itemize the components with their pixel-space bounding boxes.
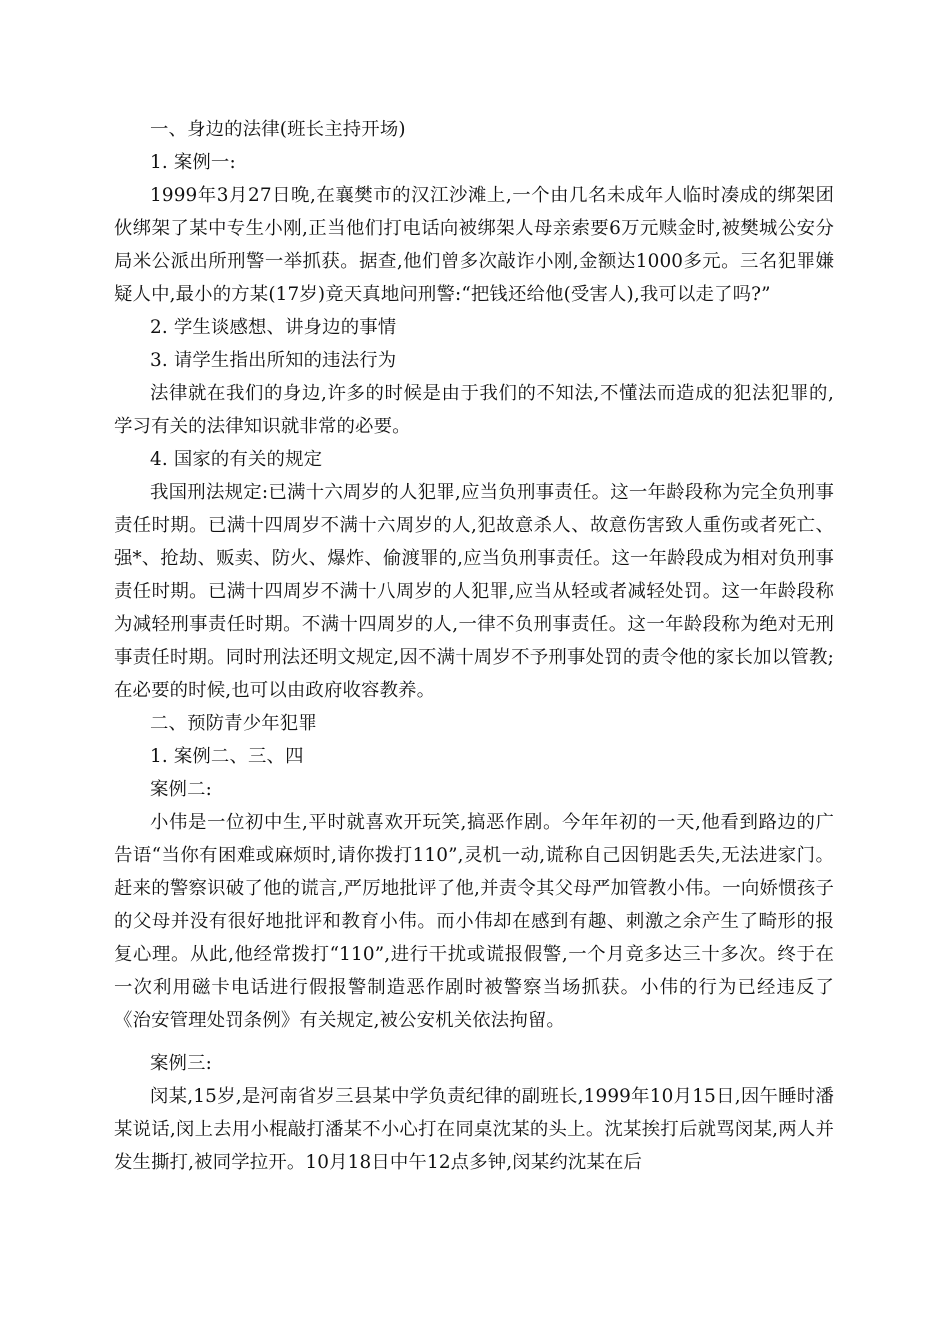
case-2-heading: 案例二:	[150, 779, 212, 800]
cases-heading: 1. 案例二、三、四	[150, 746, 304, 767]
case-2-paragraph: 小伟是一位初中生,平时就喜欢开玩笑,搞恶作剧。今年年初的一天,他看到路边的广告语“当你有困难或麻烦时,请你拨打110”,灵机一动,谎称自己因钥匙丢失,无法进家门。赶来的警察识破了他的谎言,严厉地批评了他,并责令其父母严加管教小伟。一向娇惯孩子的父母并没有很好地批评和教育小伟。而小伟却在感到有趣、刺激之余产生了畸形的报复心理。从此,他经常拨打“110”,进行干扰或谎报假警,一个月竟多达三十多次。终于在一次利用磁卡电话进行假报警制造恶作剧时被警察当场抓获。小伟的行为已经违反了《治安管理处罚条例》有关规定,被公安机关依法拘留。	[114, 812, 834, 1031]
section-heading-1: 一、身边的法律(班长主持开场)	[150, 119, 406, 140]
item-2-heading: 2. 学生谈感想、讲身边的事情	[150, 317, 397, 338]
case-3-paragraph: 闵某,15岁,是河南省岁三县某中学负责纪律的副班长,1999年10月15日,因午睡时潘某说话,闵上去用小棍敲打潘某不小心打在同桌沈某的头上。沈某挨打后就骂闵某,两人并发生撕打,被同学拉开。10月18日中午12点多钟,闵某约沈某在后	[114, 1086, 834, 1173]
law-paragraph: 法律就在我们的身边,许多的时候是由于我们的不知法,不懂法而造成的犯法犯罪的,学习有关的法律知识就非常的必要。	[114, 383, 834, 437]
case-1-paragraph: 1999年3月27日晚,在襄樊市的汉江沙滩上,一个由几名未成年人临时凑成的绑架团伙绑架了某中专生小刚,正当他们打电话向被绑架人母亲索要6万元赎金时,被樊城公安分局米公派出所刑警一举抓获。据查,他们曾多次敲诈小刚,金额达1000多元。三名犯罪嫌疑人中,最小的方某(17岁)竟天真地问刑警:“把钱还给他(受害人),我可以走了吗?”	[114, 185, 834, 305]
paragraph-gap	[114, 1037, 834, 1047]
document-body	[114, 113, 834, 1179]
item-4-heading: 4. 国家的有关的规定	[150, 449, 323, 470]
criminal-law-paragraph: 我国刑法规定:已满十六周岁的人犯罪,应当负刑事责任。这一年龄段称为完全负刑事责任时期。已满十四周岁不满十六周岁的人,犯故意杀人、故意伤害致人重伤或者死亡、强*、抢劫、贩卖、防火、爆炸、偷渡罪的,应当负刑事责任。这一年龄段成为相对负刑事责任时期。已满十四周岁不满十八周岁的人犯罪,应当从轻或者减轻处罚。这一年龄段称为减轻刑事责任时期。不满十四周岁的人,一律不负刑事责任。这一年龄段称为绝对无刑事责任时期。同时刑法还明文规定,因不满十周岁不予刑事处罚的责令他的家长加以管教;在必要的时候,也可以由政府收容教养。	[114, 482, 834, 701]
case-1-heading: 1. 案例一:	[150, 152, 236, 173]
case-3-heading: 案例三:	[150, 1053, 212, 1074]
section-heading-2: 二、预防青少年犯罪	[150, 713, 317, 734]
item-3-heading: 3. 请学生指出所知的违法行为	[150, 350, 397, 371]
